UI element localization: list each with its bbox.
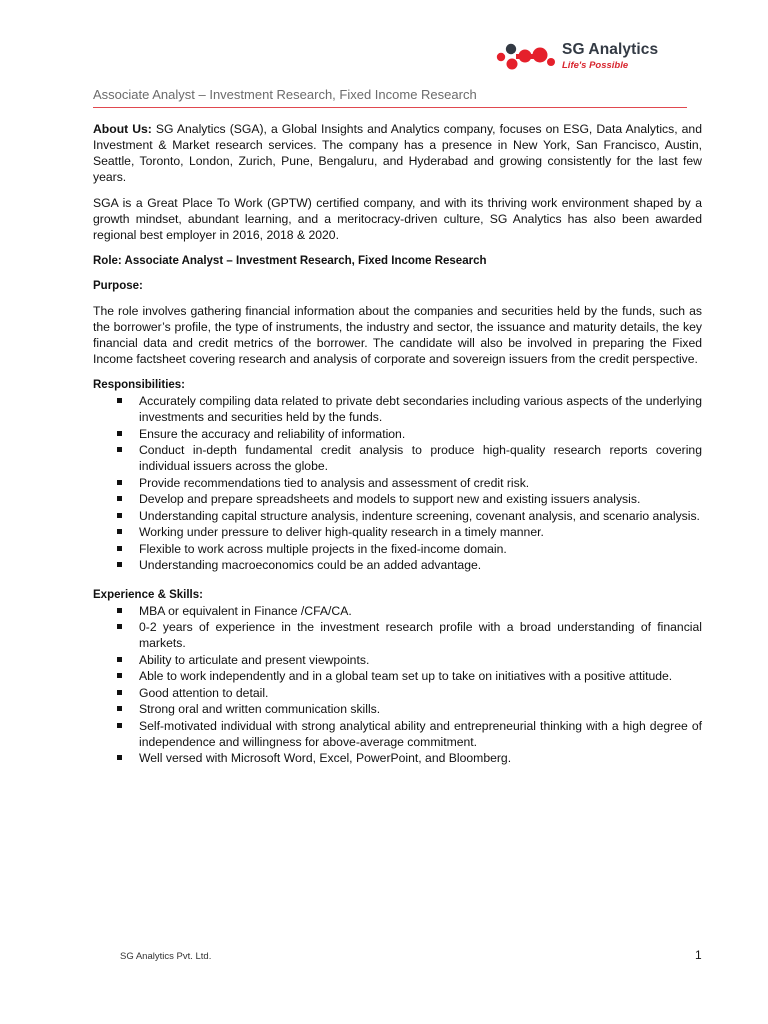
bullet-icon	[117, 447, 122, 452]
list-item	[93, 557, 702, 573]
document-title: Associate Analyst – Investment Research, Fixed Income Research	[93, 87, 477, 102]
list-item	[93, 475, 702, 491]
bullet-icon	[117, 706, 122, 711]
list-item-text: Ensure the accuracy and reliability of information.	[139, 426, 406, 441]
bullet-icon	[117, 608, 122, 613]
list-item	[93, 524, 702, 540]
title-divider	[93, 107, 687, 108]
bullet-icon	[117, 624, 122, 629]
list-item-text: Understanding macroeconomics could be an added advantage.	[139, 558, 482, 572]
list-item	[93, 603, 702, 619]
gptw-paragraph: SGA is a Great Place To Work (GPTW) certified company, and with its thriving work environment shaped by a growth mindset, abundant learning, and a meritocracy-driven culture, SG Analytics has also been awarded regional best employer in 2016, 2018 & 2020.	[93, 196, 702, 242]
bullet-icon	[117, 755, 122, 760]
about-text: SG Analytics (SGA), a Global Insights and Analytics company, focuses on ESG, Data Analytics, and Investment & Market research services. The company has a presence in New York, San Francisco, Austin, Seattle, Toronto, London, Zurich, Pune, Bengaluru, and Hyderabad and growing consistently for the last few years.	[93, 122, 702, 184]
list-item-text: Develop and prepare spreadsheets and models to support new and existing issuers analysis.	[139, 492, 641, 506]
company-logo	[494, 40, 684, 74]
list-item	[93, 718, 702, 750]
list-item	[93, 750, 702, 766]
list-item	[93, 442, 702, 474]
bullet-icon	[117, 562, 122, 567]
bullet-icon	[117, 673, 122, 678]
bullet-icon	[117, 723, 122, 728]
list-item-text: Strong oral and written communication skills.	[139, 702, 381, 716]
role-heading: Role: Associate Analyst – Investment Research, Fixed Income Research	[93, 255, 487, 267]
logo-mark-icon	[494, 40, 558, 74]
list-item-text: Understanding capital structure analysis, indenture screening, covenant analysis, and scenario analysis.	[139, 508, 700, 523]
list-item	[93, 701, 702, 717]
responsibilities-heading: Responsibilities:	[93, 379, 186, 391]
list-item	[93, 685, 702, 701]
list-item-text: Accurately compiling data related to private debt secondaries including various aspects of the underlying investments and securities held by the funds.	[139, 394, 702, 424]
logo-tagline: Life's Possible	[562, 60, 629, 71]
bullet-icon	[117, 513, 122, 518]
list-item	[93, 652, 702, 668]
list-item-text: Flexible to work across multiple projects in the fixed-income domain.	[139, 541, 507, 556]
skills-heading: Experience & Skills:	[93, 588, 203, 601]
skills-list	[93, 603, 702, 767]
list-item	[93, 393, 702, 425]
bullet-icon	[117, 657, 122, 662]
list-item-text: Able to work independently and in a global team set up to take on initiatives with a positive attitude.	[139, 669, 673, 683]
list-item-text: Ability to articulate and present viewpoints.	[139, 652, 370, 667]
list-item-text: Working under pressure to deliver high-quality research in a timely manner.	[139, 525, 544, 539]
purpose-paragraph: The role involves gathering financial information about the companies and securities held by the funds, such as the borrower’s profile, the type of instruments, the industry and sector, the issuance and maturity details, the key financial data and credit metrics of the borrower. The candidate will also be involved in preparing the Fixed Income factsheet covering research and analysis of corporate and sovereign issuers from the credit perspective.	[93, 304, 702, 366]
list-item-text: Good attention to detail.	[139, 685, 269, 700]
list-item-text: Conduct in-depth fundamental credit analysis to produce high-quality research reports covering individual issuers across the globe.	[139, 443, 702, 473]
about-paragraph	[93, 121, 702, 185]
list-item	[93, 491, 702, 507]
bullet-icon	[117, 690, 122, 695]
list-item-text: Provide recommendations tied to analysis and assessment of credit risk.	[139, 475, 530, 490]
bullet-icon	[117, 529, 122, 534]
logo-name: SG Analytics	[562, 41, 659, 58]
bullet-icon	[117, 431, 122, 436]
about-label: About Us:	[93, 122, 152, 136]
bullet-icon	[117, 398, 122, 403]
page-number: 1	[695, 948, 702, 962]
list-item	[93, 668, 702, 684]
bullet-icon	[117, 496, 122, 501]
list-item-text: Self-motivated individual with strong analytical ability and entrepreneurial thinking with a high degree of independence and willingness for above-average commitment.	[139, 718, 702, 749]
list-item-text: Well versed with Microsoft Word, Excel, PowerPoint, and Bloomberg.	[139, 751, 512, 765]
list-item-text: MBA or equivalent in Finance /CFA/CA.	[139, 603, 352, 618]
purpose-heading: Purpose:	[93, 280, 143, 292]
list-item	[93, 508, 702, 524]
footer-company: SG Analytics Pvt. Ltd.	[120, 951, 212, 962]
bullet-icon	[117, 480, 122, 485]
list-item	[93, 619, 702, 651]
responsibilities-list	[93, 393, 702, 573]
bullet-icon	[117, 546, 122, 551]
document-body	[93, 121, 702, 767]
list-item-text: 0-2 years of experience in the investment research profile with a broad understanding of financial markets.	[139, 620, 702, 650]
list-item	[93, 541, 702, 557]
list-item	[93, 426, 702, 442]
